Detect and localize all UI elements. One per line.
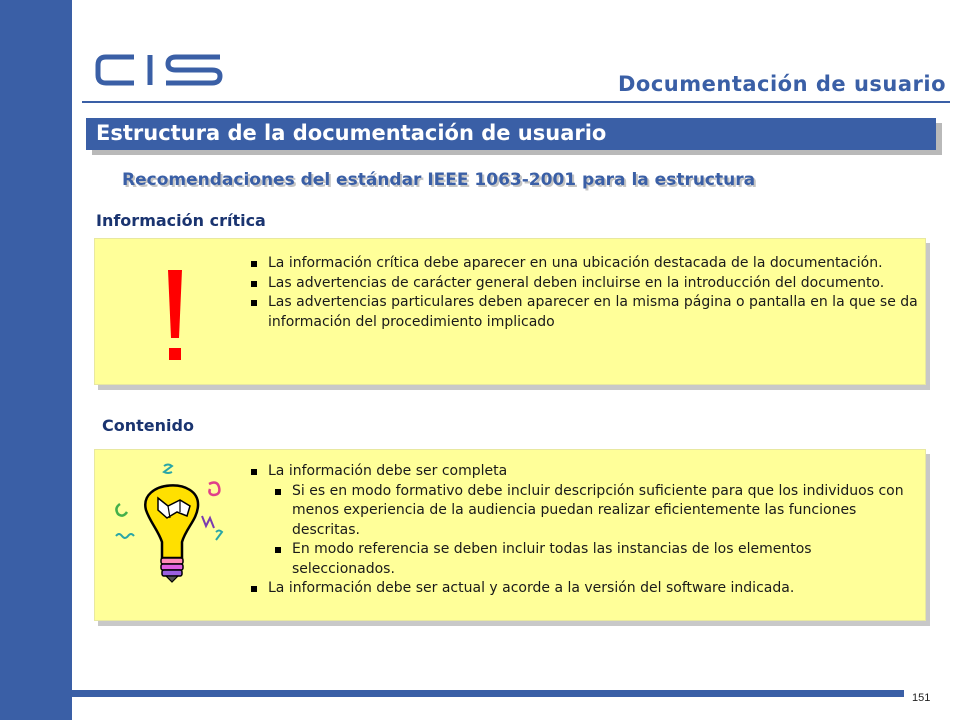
page-number: 151 xyxy=(912,692,931,704)
list-item: La información debe ser actual y acorde a la versión del software indicada. xyxy=(248,579,918,599)
lightbulb-icon xyxy=(106,458,246,588)
list-item: Las advertencias particulares deben aparecer en la misma página o pantalla en la que se da información del procedimiento implicado xyxy=(248,293,918,332)
section-title: Documentación de usuario xyxy=(617,72,946,96)
sub-list-item: Si es en modo formativo debe incluir descripción suficiente para que los individuos con menos experiencia de la audiencia puedan realizar eficientemente las funciones descritas. xyxy=(248,482,918,541)
left-side-bar xyxy=(0,0,72,720)
list-item: Las advertencias de carácter general deben incluirse en la introducción del documento. xyxy=(248,274,918,294)
list-item: La información debe ser completa xyxy=(248,462,918,482)
slide-subtitle: Recomendaciones del estándar IEEE 1063-2001 para la estructura xyxy=(122,170,756,190)
content-heading: Contenido xyxy=(102,416,194,435)
list-item: La información crítica debe aparecer en una ubicación destacada de la documentación. xyxy=(248,254,918,274)
cis-logo xyxy=(94,52,224,88)
slide-title-banner: Estructura de la documentación de usuario xyxy=(86,118,936,150)
content-list xyxy=(248,462,918,599)
bottom-bar xyxy=(72,690,904,697)
critical-info-list xyxy=(248,254,918,332)
critical-info-heading: Información crítica xyxy=(96,211,266,230)
warning-exclamation-icon xyxy=(150,268,200,368)
title-divider xyxy=(82,101,950,103)
sub-list-item: En modo referencia se deben incluir todas las instancias de los elementos seleccionados. xyxy=(248,540,918,579)
